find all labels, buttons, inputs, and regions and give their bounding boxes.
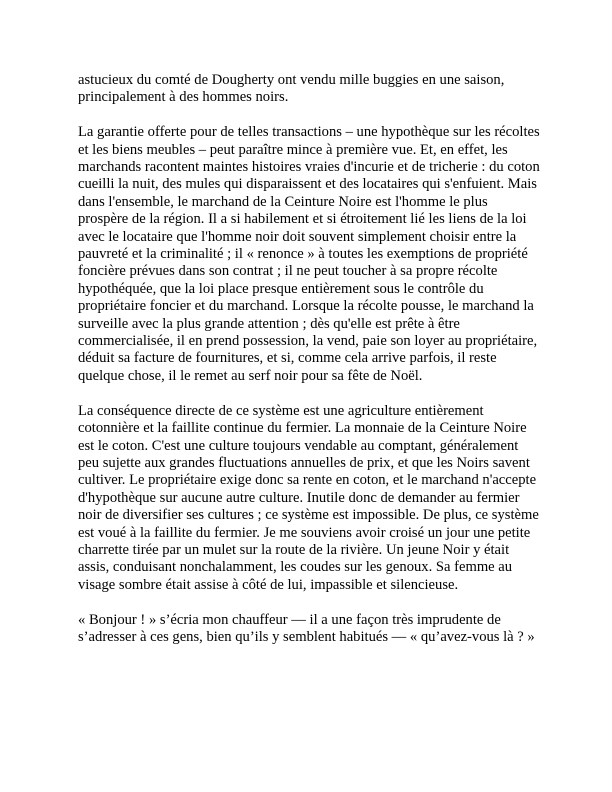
document-page [78,72,540,664]
paragraph-2: La garantie offerte pour de telles transactions – une hypothèque sur les récoltes et les biens meubles – peut paraître mince à première vue. Et, en effet, les marchands racontent maintes histoires vraies d'incurie et de tricherie : du coton cueilli la nuit, des mules qui disparaissent et des locataires qui s'enfuient. Mais dans l'ensemble, le marchand de la Ceinture Noire est l'homme le plus prospère de la région. Il a si habilement et si étroitement lié les liens de la loi avec le locataire que l'homme noir doit souvent simplement choisir entre la pauvreté et la criminalité ; il « renonce » à toutes les exemptions de propriété foncière prévues dans son contrat ; il ne peut toucher à sa propre récolte hypothéquée, que la loi place presque entièrement sous le contrôle du propriétaire foncier et du marchand. Lorsque la récolte pousse, le marchand la surveille avec la plus grande attention ; dès qu'elle est prête à être commercialisée, il en prend possession, la vend, paie son loyer au propriétaire, déduit sa facture de fournitures, et si, comme cela arrive parfois, il reste quelque chose, il le remet au serf noir pour sa fête de Noël. [78,124,540,384]
paragraph-1: astucieux du comté de Dougherty ont vendu mille buggies en une saison, principalement à des hommes noirs. [78,72,505,106]
paragraph-4: « Bonjour ! » s’écria mon chauffeur — il a une façon très imprudente de s’adresser à ces gens, bien qu’ils y semblent habitués — « qu’avez-vous là ? » [78,611,535,645]
paragraph-3: La conséquence directe de ce système est une agriculture entièrement cotonnière et la faillite continue du fermier. La monnaie de la Ceinture Noire est le coton. C'est une culture toujours vendable au comptant, généralement peu sujette aux grandes fluctuations annuelles de prix, et que les Noirs savent cultiver. Le propriétaire exige donc sa rente en coton, et le marchand n'accepte d'hypothèque sur aucune autre culture. Inutile donc de demander au fermier noir de diversifier ses cultures ; ce système est impossible. De plus, ce système est voué à la faillite du fermier. Je me souviens avoir croisé un jour une petite charrette tirée par un mulet sur la route de la rivière. Un jeune Noir y était assis, conduisant nonchalamment, les coudes sur les genoux. Sa femme au visage sombre était assise à côté de lui, impassible et silencieuse. [78,402,539,593]
